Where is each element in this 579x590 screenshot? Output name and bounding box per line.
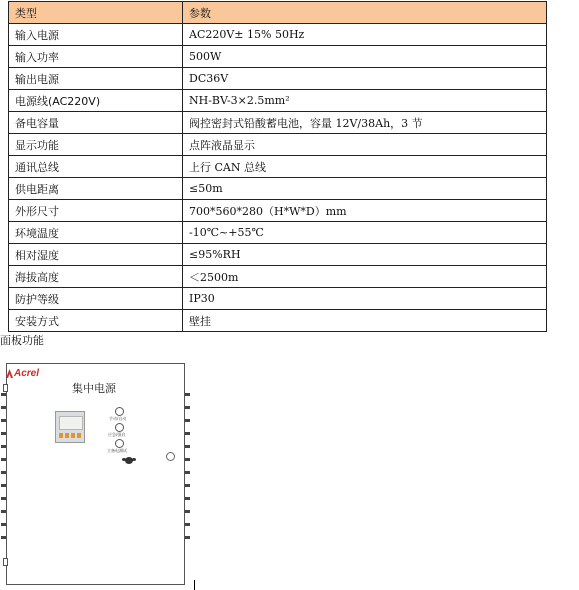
spec-value: NH-BV-3×2.5mm²	[183, 90, 547, 112]
spec-label: 电源线(AC220V)	[9, 90, 183, 112]
led-label-2: 应急/强启	[108, 432, 126, 437]
spec-value: 500W	[183, 46, 547, 68]
left-vent-marks	[1, 393, 6, 545]
table-row	[9, 24, 547, 46]
spec-value: -10℃~+55℃	[183, 222, 547, 244]
spec-label: 海拔高度	[9, 266, 183, 288]
header-type: 类型	[9, 2, 183, 24]
header-params: 参数	[183, 2, 547, 24]
door-knob-icon	[166, 452, 175, 461]
spec-value: DC36V	[183, 68, 547, 90]
table-row	[9, 68, 547, 90]
spec-table	[8, 1, 547, 332]
spec-label: 外形尺寸	[9, 200, 183, 222]
table-row	[9, 46, 547, 68]
table-row	[9, 156, 547, 178]
table-row	[9, 90, 547, 112]
table-row	[9, 244, 547, 266]
spec-label: 相对湿度	[9, 244, 183, 266]
lcd-keys	[59, 433, 81, 438]
spec-value: AC220V± 15% 50Hz	[183, 24, 547, 46]
table-row	[9, 310, 547, 332]
spec-label: 安装方式	[9, 310, 183, 332]
indicator-led-1	[115, 407, 124, 416]
table-row	[9, 200, 547, 222]
text-cursor	[194, 580, 195, 590]
panel-title: 集中电源	[72, 382, 116, 395]
right-vent-marks	[185, 393, 190, 545]
indicator-led-2	[115, 423, 124, 432]
spec-value: 700*560*280（H*W*D）mm	[183, 200, 547, 222]
brand-logo-text: Acrel	[14, 368, 40, 379]
spec-label: 显示功能	[9, 134, 183, 156]
hinge-top-icon	[3, 384, 8, 392]
table-row	[9, 134, 547, 156]
lcd-screen	[59, 416, 83, 430]
led-label-3: 主备电测试	[107, 448, 127, 453]
spec-label: 通讯总线	[9, 156, 183, 178]
spec-label: 防护等级	[9, 288, 183, 310]
table-row	[9, 112, 547, 134]
table-row	[9, 266, 547, 288]
spec-value: IP30	[183, 288, 547, 310]
spec-label: 输入功率	[9, 46, 183, 68]
spec-value: ≤95%RH	[183, 244, 547, 266]
spec-value: 点阵液晶显示	[183, 134, 547, 156]
table-row	[9, 222, 547, 244]
spec-value: ＜2500m	[183, 266, 547, 288]
table-row	[9, 178, 547, 200]
spec-label: 备电容量	[9, 112, 183, 134]
panel-function-caption: 面板功能	[0, 334, 44, 347]
spec-label: 输入电源	[9, 24, 183, 46]
table-header-row	[9, 2, 547, 24]
power-panel-diagram	[6, 363, 185, 585]
spec-value: 上行 CAN 总线	[183, 156, 547, 178]
spec-label: 输出电源	[9, 68, 183, 90]
spec-label: 供电距离	[9, 178, 183, 200]
spec-value: ≤50m	[183, 178, 547, 200]
table-row	[9, 288, 547, 310]
spec-value: 阀控密封式铅酸蓄电池，容量 12V/38Ah，3 节	[183, 112, 547, 134]
acrel-logo-icon	[6, 369, 13, 378]
test-button-icon	[125, 457, 133, 464]
hinge-bottom-icon	[3, 558, 8, 566]
spec-label: 环境温度	[9, 222, 183, 244]
spec-value: 壁挂	[183, 310, 547, 332]
led-label-1: 手动/自动	[109, 416, 127, 421]
indicator-led-3	[115, 439, 124, 448]
lcd-display-unit	[55, 411, 85, 443]
